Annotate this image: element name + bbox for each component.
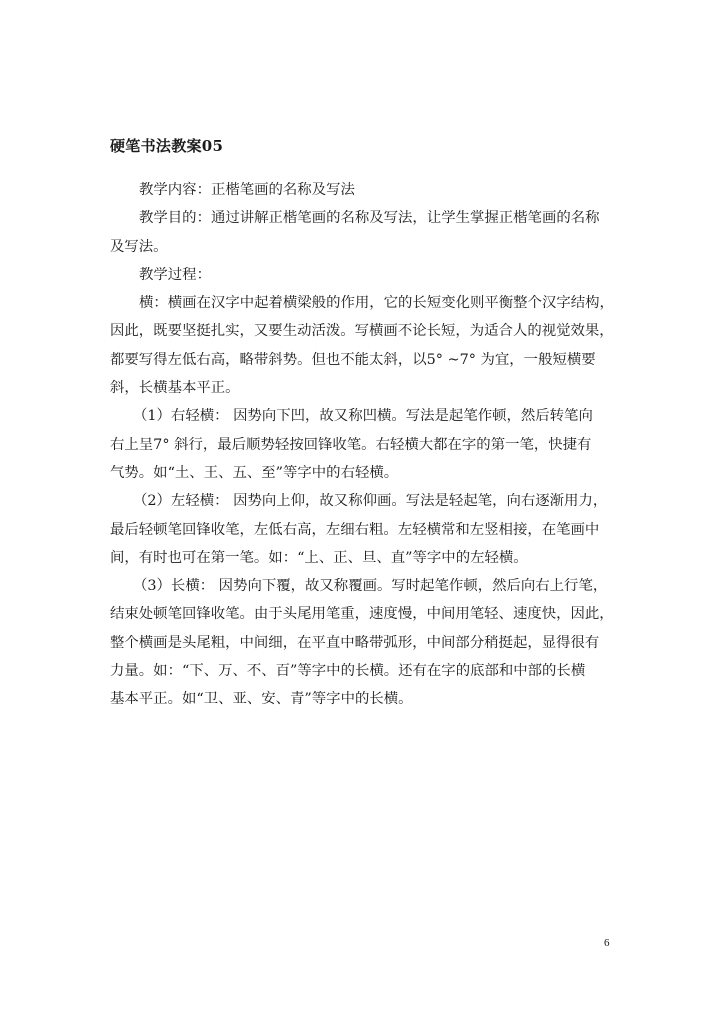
paragraph-line: 结束处顿笔回锋收笔。由于头尾用笔重，速度慢，中间用笔轻、速度快，因此，	[110, 606, 614, 623]
paragraph-line: 气势。如“土、王、五、至”等字中的右轻横。	[110, 464, 399, 481]
paragraph-line: 横：横画在汉字中起着横梁般的作用，它的长短变化则平衡整个汉字结构，	[139, 295, 614, 312]
paragraph-line: 间，有时也可在第一笔。如：“上、正、旦、直”等字中的左轻横。	[110, 549, 528, 566]
paragraph-line: 教学过程：	[139, 266, 211, 283]
paragraph-line: 力量。如：“下、万、不、百”等字中的长横。还有在字的底部和中部的长横	[110, 663, 586, 680]
paragraph-line: 教学内容：正楷笔画的名称及写法	[139, 182, 355, 198]
document-body	[110, 176, 615, 714]
paragraph-line: 最后轻顿笔回锋收笔，左低右高，左细右粗。左轻横常和左竖相接，在笔画中	[110, 521, 600, 538]
document-title: 硬笔书法教案05	[110, 137, 224, 155]
paragraph-line: 右上呈7° 斜行，最后顺势轻按回锋收笔。右轻横大都在字的第一笔，快捷有	[110, 436, 592, 453]
paragraph-line: 斜，长横基本平正。	[110, 380, 240, 397]
paragraph-line: 都要写得左低右高，略带斜势。但也不能太斜，以5° ~7° 为宜，一般短横要	[110, 351, 596, 368]
paragraph-line: 教学目的：通过讲解正楷笔画的名称及写法，让学生掌握正楷笔画的名称	[139, 210, 600, 227]
paragraph-line: （2）左轻横： 因势向上仰，故又称仰画。写法是轻起笔，向右逐渐用力，	[133, 493, 608, 510]
paragraph-line: 整个横画是头尾粗，中间细，在平直中略带弧形，中间部分稍挺起，显得很有	[110, 634, 600, 651]
paragraph-line: （1）右轻横： 因势向下凹，故又称凹横。写法是起笔作顿，然后转笔向	[133, 408, 593, 425]
paragraph-line: 因此，既要坚挺扎实，又要生动活泼。写横画不论长短，为适合人的视觉效果，	[110, 323, 614, 340]
paragraph-line: 基本平正。如“卫、亚、安、青”等字中的长横。	[110, 691, 413, 708]
paragraph-line: （3）长横： 因势向下覆，故又称覆画。写时起笔作顿，然后向右上行笔，	[133, 578, 608, 595]
page-number: 6	[604, 937, 610, 949]
paragraph-line: 及写法。	[110, 238, 168, 255]
